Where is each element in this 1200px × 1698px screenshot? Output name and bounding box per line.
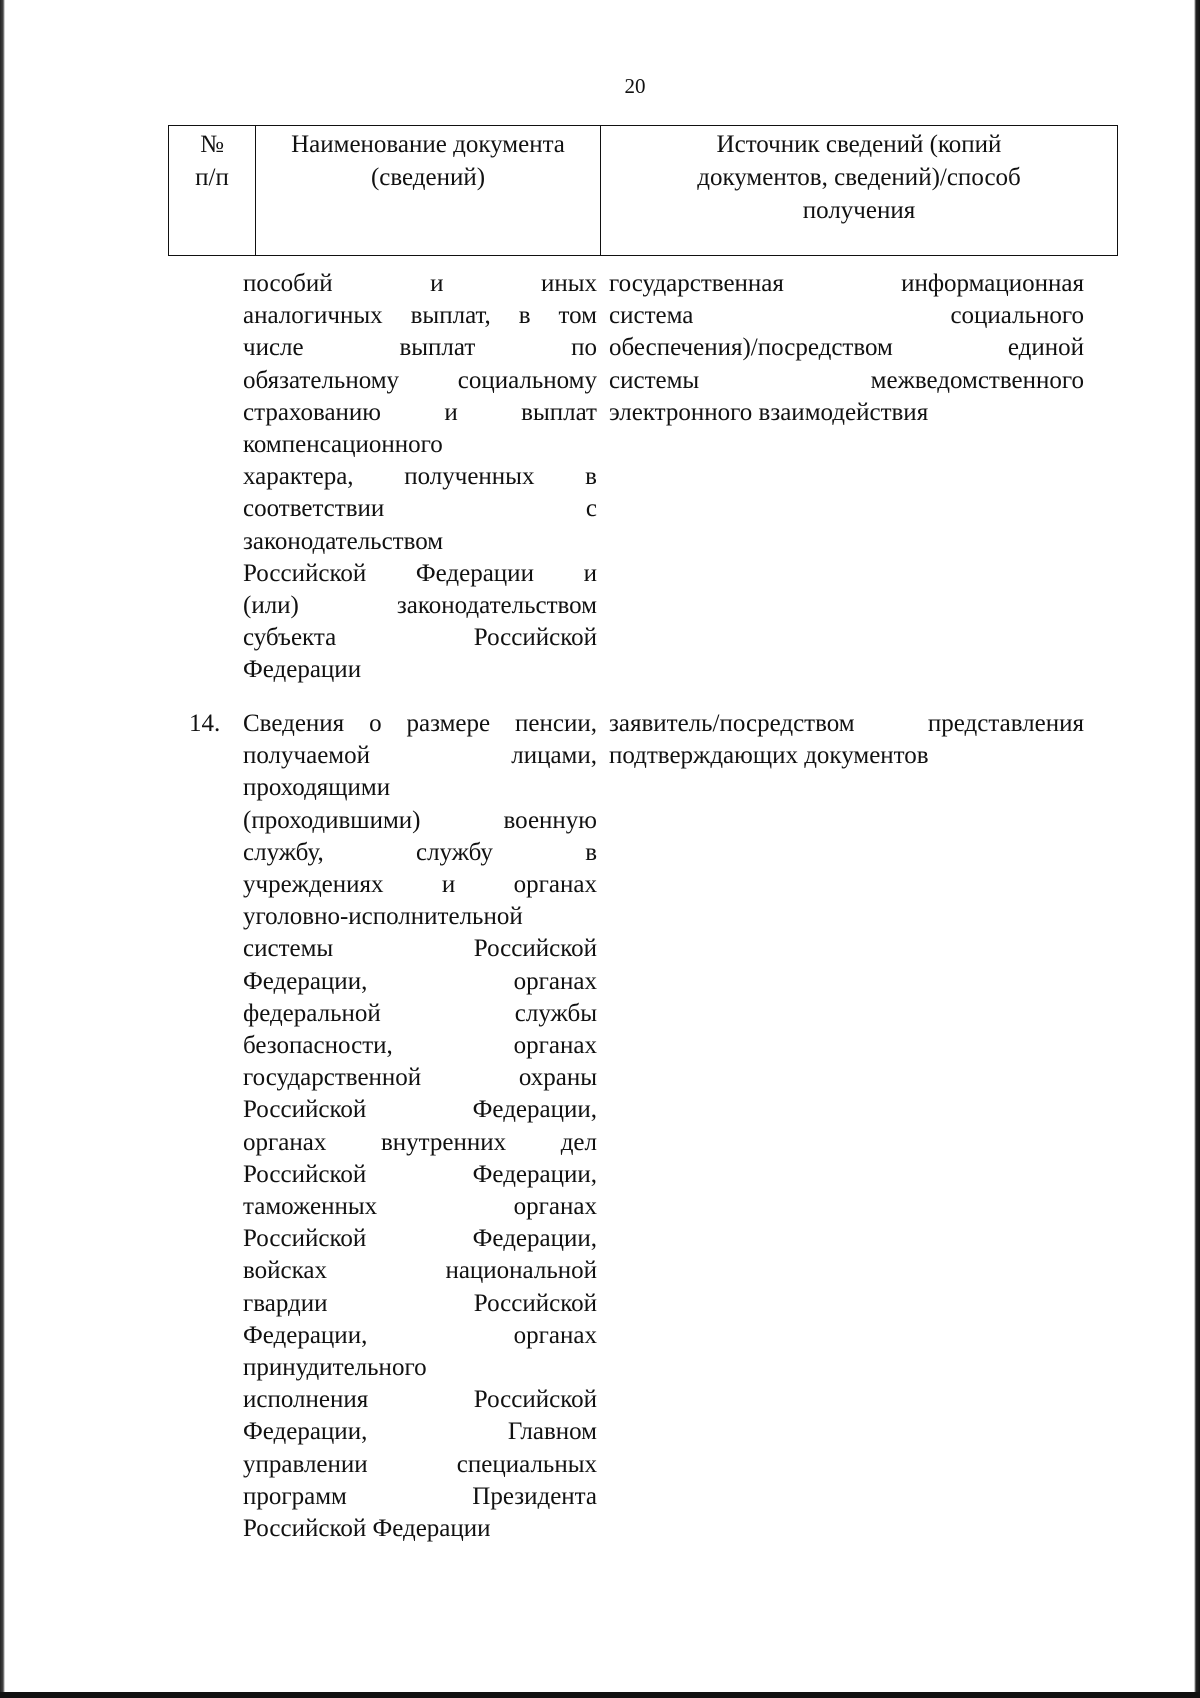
word: органах	[513, 1321, 597, 1349]
word: выплат	[521, 398, 597, 426]
word: государственной	[243, 1064, 422, 1092]
word: социальному	[457, 366, 597, 394]
word: безопасности,	[243, 1032, 393, 1060]
word: службу,	[243, 838, 324, 866]
word: получаемой	[243, 742, 370, 770]
word: заявитель/посредством	[609, 710, 855, 737]
name-text-line	[243, 998, 597, 1030]
header-source-line: Источник сведений (копий	[716, 131, 1002, 158]
name-text-line	[243, 461, 597, 493]
name-text-line	[243, 933, 597, 965]
name-text-line	[243, 526, 597, 558]
word: Российской	[243, 1096, 367, 1124]
scan-edge-bottom	[0, 1692, 1200, 1698]
name-text-line	[243, 1223, 597, 1255]
word: дел	[560, 1128, 597, 1156]
word: и	[430, 270, 444, 297]
word: Федерации	[415, 559, 534, 587]
word: органах	[513, 967, 597, 995]
row-continuation-name-cell	[243, 268, 597, 687]
word: числе	[243, 334, 304, 362]
word: органах	[243, 1128, 327, 1156]
header-number-column	[169, 126, 256, 256]
row-14-source-cell	[609, 708, 1084, 772]
word: уголовно-исполнительной	[243, 903, 523, 931]
name-text-line	[243, 1481, 597, 1513]
source-text-line	[609, 365, 1084, 397]
name-text-line	[243, 1191, 597, 1223]
word: аналогичных	[243, 302, 383, 330]
header-number-line: №	[200, 131, 224, 158]
name-text-line	[243, 1159, 597, 1191]
word: военную	[503, 806, 597, 834]
word: лицами,	[511, 742, 597, 770]
name-text-line	[243, 901, 597, 933]
word: том	[558, 302, 597, 330]
source-text-line	[609, 708, 1084, 740]
word: страхованию	[243, 398, 381, 426]
name-text-line	[243, 966, 597, 998]
word: национальной	[445, 1257, 597, 1285]
word: Российской Федерации	[243, 1515, 491, 1543]
name-text-line	[243, 332, 597, 364]
word: законодательством	[396, 592, 597, 620]
word: программ	[243, 1482, 347, 1510]
word: Федерации,	[472, 1096, 597, 1124]
name-text-line	[243, 1288, 597, 1320]
word: законодательством	[243, 527, 444, 555]
word: выплат,	[410, 302, 491, 330]
word: и	[441, 871, 456, 899]
name-text-line	[243, 1127, 597, 1159]
name-text-line	[243, 837, 597, 869]
word: Федерации,	[243, 1418, 368, 1446]
header-number-line: п/п	[195, 164, 229, 191]
word: Главном	[507, 1418, 597, 1446]
row-continuation-source-cell	[609, 268, 1084, 429]
word: и	[444, 398, 458, 426]
word: и	[583, 559, 597, 587]
name-text-line	[243, 1416, 597, 1448]
word: социального	[950, 302, 1084, 330]
word: службу	[415, 838, 493, 866]
word: субъекта	[243, 624, 337, 652]
word: в	[585, 463, 597, 491]
word: системы	[609, 366, 700, 394]
word: принудительного	[243, 1354, 427, 1382]
row-14-name-cell	[243, 708, 597, 1545]
word: учреждениях	[243, 871, 384, 899]
word: выплат	[399, 334, 476, 362]
row-14-number: 14.	[189, 710, 221, 737]
word: электронного взаимодействия	[609, 398, 929, 426]
word: государственная	[609, 270, 784, 297]
name-text-line	[243, 1352, 597, 1384]
name-text-line	[243, 300, 597, 332]
word: гвардии	[243, 1289, 328, 1317]
header-name-line: (сведений)	[370, 164, 486, 191]
word: органах	[513, 1193, 597, 1221]
name-text-line	[243, 1030, 597, 1062]
word: компенсационного	[243, 431, 443, 459]
word: Российской	[243, 559, 367, 587]
scan-edge-right	[1194, 0, 1200, 1698]
header-source-line: документов, сведений)/способ	[697, 164, 1021, 191]
word: о	[369, 710, 382, 737]
word: специальных	[456, 1450, 597, 1478]
word: представления	[927, 710, 1084, 737]
word: пенсии,	[515, 710, 597, 737]
name-text-line	[243, 365, 597, 397]
header-source-column	[601, 126, 1118, 256]
word: Федерации	[243, 656, 362, 684]
page-number: 20	[624, 74, 646, 98]
word: информационная	[901, 270, 1084, 297]
word: войсках	[243, 1257, 327, 1285]
word: внутренних	[380, 1128, 507, 1156]
word: система	[609, 302, 694, 330]
word: (проходившими)	[243, 806, 421, 834]
word: иных	[540, 270, 597, 297]
word: обеспечения)/посредством	[609, 334, 893, 362]
word: Российской	[473, 1386, 597, 1414]
source-text-line	[609, 397, 1084, 429]
word: в	[518, 302, 531, 330]
name-text-line	[243, 740, 597, 772]
word: исполнения	[243, 1386, 369, 1414]
name-text-line	[243, 708, 597, 740]
word: Российской	[473, 935, 597, 963]
word: службы	[514, 999, 597, 1027]
name-text-line	[243, 805, 597, 837]
source-text-line	[609, 740, 1084, 772]
name-text-line	[243, 429, 597, 461]
table-header	[168, 125, 1118, 256]
name-text-line	[243, 268, 597, 300]
word: единой	[1007, 334, 1084, 362]
word: управлении	[243, 1450, 368, 1478]
word: Федерации,	[243, 967, 368, 995]
word: соответствии	[243, 495, 385, 523]
source-text-line	[609, 332, 1084, 364]
word: Федерации,	[243, 1321, 368, 1349]
name-text-line	[243, 622, 597, 654]
word: органах	[513, 1032, 597, 1060]
word: таможенных	[243, 1193, 378, 1221]
word: с	[585, 495, 597, 523]
scan-edge-left	[0, 0, 5, 1698]
word: Сведения	[243, 710, 345, 737]
word: Федерации,	[472, 1160, 597, 1188]
name-text-line	[243, 1255, 597, 1287]
word: федеральной	[243, 999, 381, 1027]
word: подтверждающих документов	[609, 742, 929, 770]
source-text-line	[609, 300, 1084, 332]
word: по	[571, 334, 597, 362]
word: Российской	[243, 1225, 367, 1253]
word: размере	[406, 710, 491, 737]
name-text-line	[243, 1320, 597, 1352]
name-text-line	[243, 1094, 597, 1126]
header-name-column	[256, 126, 601, 256]
name-text-line	[243, 590, 597, 622]
word: в	[585, 838, 597, 866]
name-text-line	[243, 1449, 597, 1481]
word: характера,	[243, 463, 354, 491]
name-text-line	[243, 772, 597, 804]
word: охраны	[518, 1064, 597, 1092]
word: системы	[243, 935, 334, 963]
word: органах	[513, 871, 597, 899]
name-text-line	[243, 493, 597, 525]
word: Российской	[473, 624, 597, 652]
name-text-line	[243, 1384, 597, 1416]
word: межведомственного	[870, 366, 1084, 394]
word: пособий	[243, 270, 333, 297]
word: полученных	[404, 463, 535, 491]
name-text-line	[243, 558, 597, 590]
word: обязательному	[243, 366, 400, 394]
name-text-line	[243, 1513, 597, 1545]
name-text-line	[243, 397, 597, 429]
word: Российской	[473, 1289, 597, 1317]
source-text-line	[609, 268, 1084, 300]
name-text-line	[243, 654, 597, 686]
word: (или)	[243, 592, 299, 620]
header-source-line: получения	[802, 197, 916, 224]
name-text-line	[243, 869, 597, 901]
header-name-line: Наименование документа	[291, 131, 565, 158]
word: проходящими	[243, 774, 391, 802]
word: Федерации,	[472, 1225, 597, 1253]
word: Президента	[472, 1482, 597, 1510]
name-text-line	[243, 1062, 597, 1094]
word: Российской	[243, 1160, 367, 1188]
